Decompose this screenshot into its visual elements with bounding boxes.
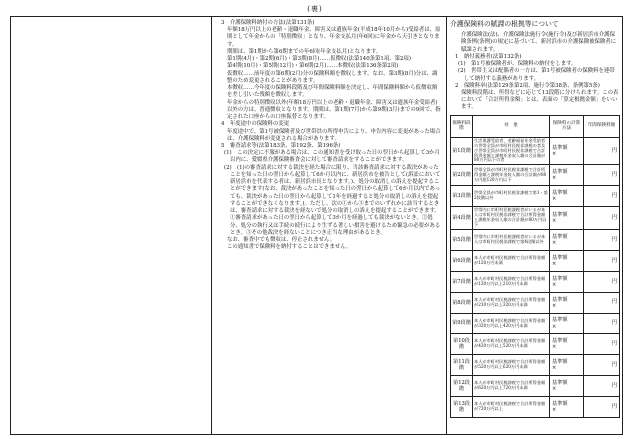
paragraph: 期間は、第1期から第6期までの年6回(年金支払月)となります。 bbox=[227, 48, 382, 55]
target-cell: 本人が市町村民税課税で合計所得金額が720万円以上 bbox=[473, 397, 550, 418]
base-amount-label: 基準額 bbox=[552, 317, 568, 324]
target-cell: 本人が市町村民税課税で合計所得金額が210万円以上320万円未満 bbox=[473, 292, 550, 313]
multiply-sign: × bbox=[552, 386, 557, 393]
base-amount-label: 基準額 bbox=[552, 190, 568, 197]
paragraph: 年金からの特別徴収以外(年額18万円以上の老齢・退職年金、障害又は遺族年金受給者)以外の方は、普通徴収となります。期間は、第1期(7月)から第9期(3月)までの9回で、指定された口座からの口座振替となります。 bbox=[227, 99, 441, 121]
calc-cell bbox=[550, 334, 584, 355]
table-row bbox=[451, 397, 620, 418]
table-row bbox=[451, 292, 620, 313]
target-cell: 世帯全員が市町村民税非課税で第1・第2段階以外 bbox=[473, 186, 550, 207]
multiply-sign: × bbox=[552, 365, 557, 372]
premium-basis-column bbox=[447, 17, 622, 434]
paragraph: 年額18万円以上の老齢・退職年金、障害又は遺族年金(平成18年10月から)受給者は、原則として年金からの「特別徴収」となり、年金支払月(年6回)に年金から天引きとなります。 bbox=[227, 27, 441, 48]
paragraph: 4 年度途中の保険料の変更 bbox=[221, 121, 290, 128]
multiply-sign: × bbox=[552, 196, 557, 203]
header-target: 対 象 bbox=[473, 115, 550, 137]
base-amount-label: 基準額 bbox=[552, 144, 568, 151]
amount-cell: 円 bbox=[584, 397, 620, 418]
paragraph: この通知書で保険料を納付することはできません。 bbox=[227, 244, 352, 251]
paragraph: (2) (1)の審査請求に対する裁決を経た場合に限り、当該審査請求に対する裁決があったことを知った日の翌日から起算して6か月以内に、新居浜市を被告として(訴訟において新居浜市を代表する者は、新居浜市長となります。)、処分の取消しの訴えを提起することができます(なお、裁決があったことを知った日の翌日から起算して6か月以内であっても、裁決があった日の翌日から起算して1年を経過すると処分の取消しの訴えを提起することができなくなります。)。ただし、次の①から③までのいずれかに該当するときは、審査請求に対する裁決を経ないで処分の取消しの訴えを提起することができます。①審査請求があった日の翌日から起算して3か月を経過しても裁決がないとき。②処分、処分の執行又は手続の続行により生ずる著しい損害を避けるため緊急の必要があるとき。③その他裁決を経ないことにつき正当な理由があるとき。 bbox=[224, 164, 441, 236]
base-amount-label: 基準額 bbox=[552, 338, 568, 345]
amount-cell: 円 bbox=[584, 355, 620, 376]
calc-cell bbox=[550, 292, 584, 313]
paragraph: 介護保険法(法)、介護保険法施行令(施行令)及び新居浜市介護保険条例(条例)の規定に基づいて、新居浜市の介護保険被保険者に賦課されます。 bbox=[461, 32, 617, 53]
stage-cell: 第6段階 bbox=[451, 250, 473, 271]
calc-cell bbox=[550, 313, 584, 334]
premium-basis-text bbox=[450, 32, 619, 112]
paragraph: 5 審査請求等(法第183条、第192条、第196条) bbox=[221, 142, 341, 149]
amount-cell: 円 bbox=[584, 230, 620, 251]
table-row bbox=[451, 313, 620, 334]
amount-cell: 円 bbox=[584, 271, 620, 292]
amount-cell: 円 bbox=[584, 165, 620, 186]
calc-cell bbox=[550, 165, 584, 186]
paragraph: 本徴収……今年度の保険料段階及び年間保険料額を決定し、年間保険料額から仮徴収額を差し引いた残額を徴収します。 bbox=[227, 85, 438, 99]
base-amount-label: 基準額 bbox=[552, 400, 568, 407]
target-cell: 本人が市町村民税課税で合計所得金額が520万円以上620万円未満 bbox=[473, 355, 550, 376]
base-amount-label: 基準額 bbox=[552, 254, 568, 261]
amount-cell: 円 bbox=[584, 313, 620, 334]
amount-cell: 円 bbox=[584, 250, 620, 271]
multiply-sign: × bbox=[552, 302, 557, 309]
multiply-sign: × bbox=[552, 151, 557, 158]
base-amount-label: 基準額 bbox=[552, 275, 568, 282]
calc-cell bbox=[550, 230, 584, 251]
calc-cell bbox=[550, 250, 584, 271]
multiply-sign: × bbox=[552, 175, 557, 182]
paragraph: 3 介護保険料納付の方法(法第131条) bbox=[221, 20, 315, 26]
header-annual-amount: 年間保険料額 bbox=[584, 115, 620, 137]
target-cell: 生活保護受給者、老齢福祉年金受給者の世帯全員が市町村民税非課税の者及び世帯全員が市町村民税非課税で合計所得金額と課税年金収入額の合計額が80万円以下の者 bbox=[473, 137, 550, 165]
table-row bbox=[451, 165, 620, 186]
multiply-sign: × bbox=[552, 260, 557, 267]
target-cell: 本人が市町村民税課税で合計所得金額が120万円以上210万円未満 bbox=[473, 271, 550, 292]
base-amount-label: 基準額 bbox=[552, 359, 568, 366]
calc-cell bbox=[550, 355, 584, 376]
calc-cell bbox=[550, 376, 584, 397]
premium-stage-table bbox=[450, 115, 620, 418]
calc-cell bbox=[550, 207, 584, 230]
stage-cell: 第10段階 bbox=[451, 334, 473, 355]
multiply-sign: × bbox=[552, 218, 557, 225]
multiply-sign: × bbox=[552, 281, 557, 288]
header-calc-method: 保険料の計算方法 bbox=[550, 115, 584, 137]
paragraph: (2) 世帯主又は配偶者の一方は、第1号被保険者の保険料を連帯して納付する義務があります。 bbox=[458, 68, 615, 82]
multiply-sign: × bbox=[552, 407, 557, 414]
target-cell: 世帯全員が市町村民税非課税で合計所得金額と課税年金収入額の合計額が80万円超120万円以下 bbox=[473, 165, 550, 186]
paragraph: 仮徴収……前年度の第6期(2月)分の保険料額を徴収します。なお、第3期(8月)分は、調整のため変更されることがあります。 bbox=[227, 70, 438, 84]
amount-cell: 円 bbox=[584, 334, 620, 355]
table-row bbox=[451, 355, 620, 376]
paragraph: (1) 第1号被保険者が、保険料の納付をします。 bbox=[458, 61, 577, 68]
stage-cell: 第7段階 bbox=[451, 271, 473, 292]
header-stage: 保険料段階 bbox=[451, 115, 473, 137]
multiply-sign: × bbox=[552, 323, 557, 330]
table-row bbox=[451, 186, 620, 207]
base-amount-label: 基準額 bbox=[552, 296, 568, 303]
stage-cell: 第12段階 bbox=[451, 376, 473, 397]
target-cell: 本人が市町村民税課税で合計所得金額が120万円未満 bbox=[473, 250, 550, 271]
paragraph: 年度途中で、第1号被保険者及び世帯員の所得申告により、申告内容に変更があった場合は、介護保険料が変更される場合があります。 bbox=[227, 128, 441, 142]
stage-cell: 第11段階 bbox=[451, 355, 473, 376]
amount-cell: 円 bbox=[584, 292, 620, 313]
stage-cell: 第9段階 bbox=[451, 313, 473, 334]
table-row bbox=[451, 271, 620, 292]
premium-basis-title: 介護保険料の賦課の根拠等について bbox=[450, 20, 559, 28]
paragraph: 第4期(10月)・第5期(12月)・第6期(2月)……本徴収(法第136条第2項) bbox=[227, 63, 399, 70]
stage-cell: 第1段階 bbox=[451, 137, 473, 165]
target-cell: 世帯内に市町村民税課税者がいるが本人は市町村民税非課税で合計所得金額と課税年金収入額の合計額が80万円以下 bbox=[473, 207, 550, 230]
paragraph: なお、審査中でも徴収は、停止されません。 bbox=[227, 237, 336, 244]
table-row bbox=[451, 230, 620, 251]
page-side-label: (裏) bbox=[307, 5, 323, 13]
amount-cell: 円 bbox=[584, 186, 620, 207]
stage-cell: 第4段階 bbox=[451, 207, 473, 230]
paragraph: 1 納付義務者(法第132条) bbox=[455, 53, 522, 60]
amount-cell: 円 bbox=[584, 376, 620, 397]
base-amount-label: 基準額 bbox=[552, 380, 568, 387]
table-row bbox=[451, 334, 620, 355]
paragraph: (1) この決定に不服がある場合は、この通知書を受け取った日の翌日から起算して3か月以内に、愛媛県介護保険審査会に対して審査請求をすることができます。 bbox=[224, 150, 440, 164]
stage-cell: 第2段階 bbox=[451, 165, 473, 186]
base-amount-label: 基準額 bbox=[552, 212, 568, 218]
blank-left-column bbox=[11, 17, 211, 434]
target-cell: 本人が市町村民税課税で合計所得金額が320万円以上420万円未満 bbox=[473, 313, 550, 334]
target-cell: 本人が市町村民税課税で合計所得金額が620万円以上720万円未満 bbox=[473, 376, 550, 397]
paragraph: 保険料段階は、所得などに応じて13段階に分けられます。この表において「合計所得金額」とは、表面の「算定根拠金額」をいいます。 bbox=[461, 89, 619, 111]
stage-cell: 第5段階 bbox=[451, 230, 473, 251]
stage-cell: 第13段階 bbox=[451, 397, 473, 418]
calc-cell bbox=[550, 137, 584, 165]
amount-cell: 円 bbox=[584, 207, 620, 230]
multiply-sign: × bbox=[552, 344, 557, 351]
base-amount-label: 基準額 bbox=[552, 169, 568, 176]
target-cell: 本人が市町村民税課税で合計所得金額が420万円以上520万円未満 bbox=[473, 334, 550, 355]
table-row bbox=[451, 250, 620, 271]
multiply-sign: × bbox=[552, 239, 557, 246]
stage-cell: 第3段階 bbox=[451, 186, 473, 207]
calc-cell bbox=[550, 271, 584, 292]
document-frame bbox=[10, 16, 623, 435]
paragraph: 2 保険料率(法第129条第2項、施行令第38条、条例第5条) bbox=[455, 82, 600, 89]
paragraph: 第1期(4月)・第2期(6月)・第3期(8月)……仮徴収(法第140条第1項、第2項) bbox=[227, 56, 411, 63]
target-cell: 世帯内に市町村民税課税者がいるが本人は市町村民税非課税で第4段階以外 bbox=[473, 230, 550, 251]
table-header-row bbox=[451, 115, 620, 137]
table-row bbox=[451, 137, 620, 165]
payment-method-column bbox=[211, 17, 447, 434]
base-amount-label: 基準額 bbox=[552, 233, 568, 240]
calc-cell bbox=[550, 186, 584, 207]
stage-cell: 第8段階 bbox=[451, 292, 473, 313]
calc-cell bbox=[550, 397, 584, 418]
amount-cell: 円 bbox=[584, 137, 620, 165]
table-row bbox=[451, 207, 620, 230]
table-row bbox=[451, 376, 620, 397]
